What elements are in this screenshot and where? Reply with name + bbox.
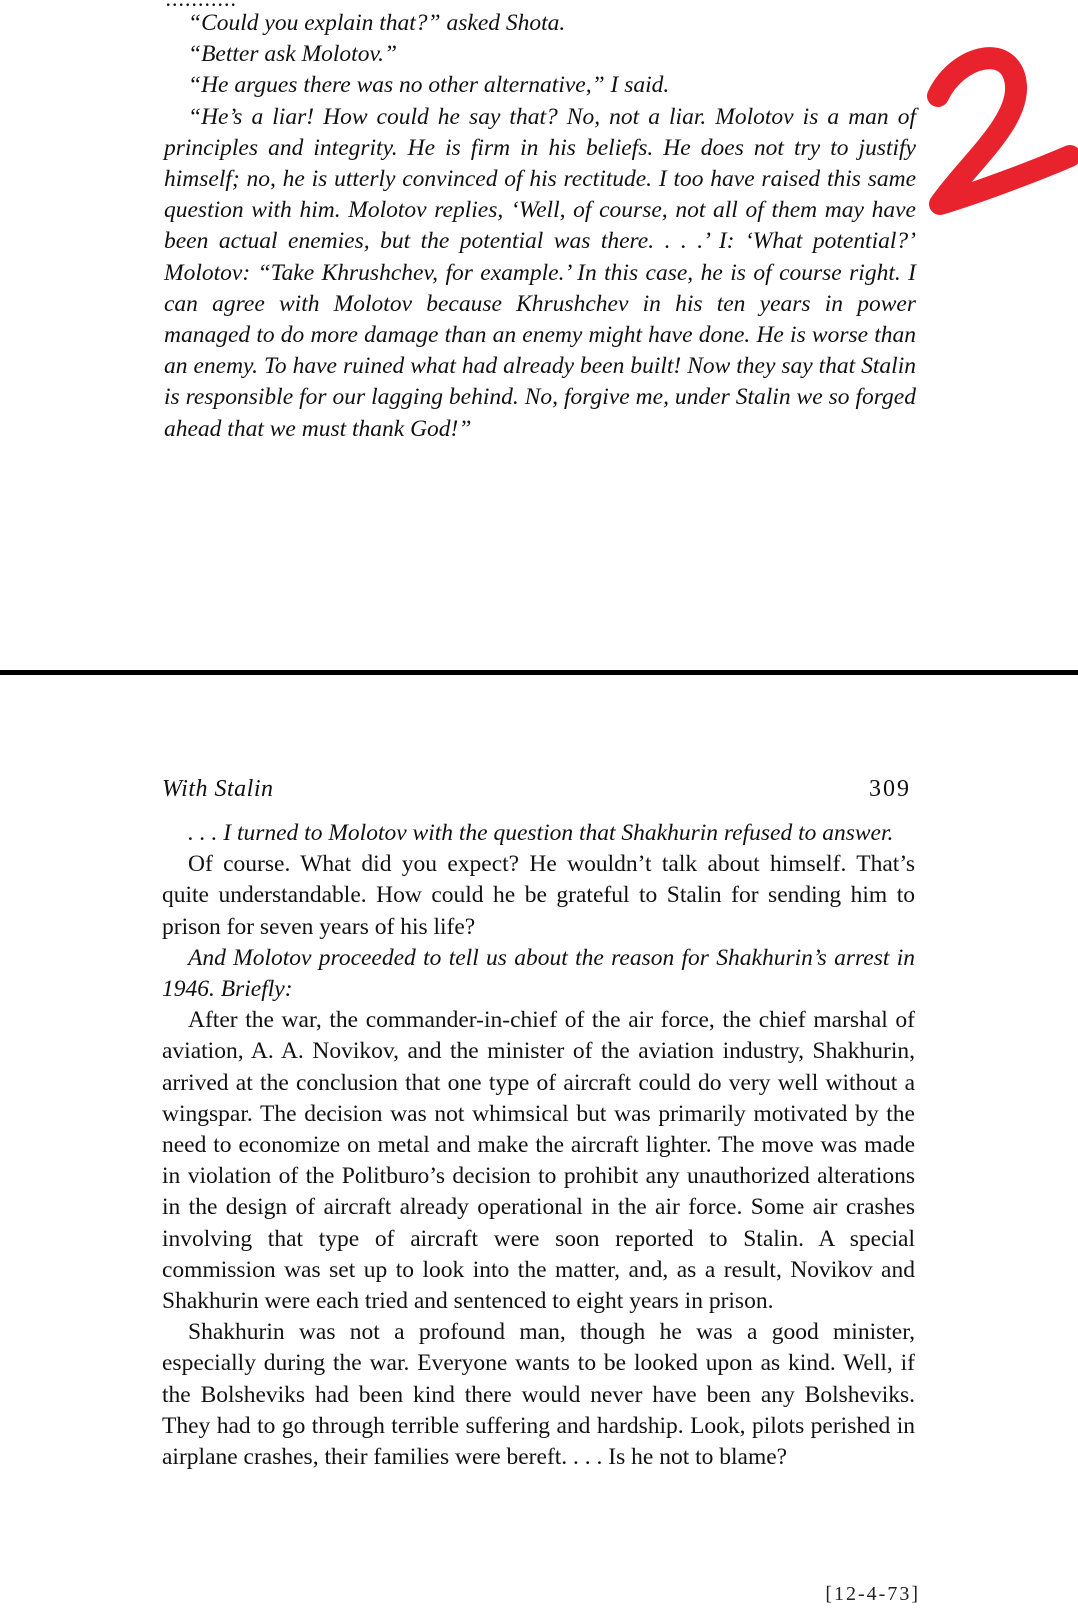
top-paragraph: “He’s a liar! How could he say that? No, not a liar. Molotov is a man of principles and integrity. He is firm in his beliefs. He does not try to justify himself; no, he is utterly convinced of his rectitude. I too have raised this same question with him. Molotov replies, ‘Well, of course, not all of them may have been actual enemies, but the potential was there. . . .’ I: ‘What potential?’ Molotov: “Take Khrushchev, for example.’ In this case, he is of course right. I can agree with Molotov because Khrushchev in his ten years in power managed to do more damage than an enemy might have done. He is worse than an enemy. To have ruined what had already been built! Now they say that Stalin is responsible for our lagging behind. No, forgive me, under Stalin we so forged ahead that we must thank God!” xyxy=(164,103,916,442)
top-paragraph: “Could you explain that?” asked Shota. xyxy=(188,10,566,36)
body-paragraph: . . . I turned to Molotov with the question that Shakhurin refused to answer. xyxy=(188,820,894,846)
body-paragraph: Shakhurin was not a profound man, though he was a good minister, especially during the war. Everyone wants to be looked upon as kind. Well, if the Bolsheviks had been kind there would never have been any Bolsheviks. They had to go through terrible suffering and hardship. Look, pilots perished in airplane crashes, their families were bereft. . . . Is he not to blame? xyxy=(162,1319,915,1471)
cut-off-text xyxy=(166,0,238,12)
bottom-page xyxy=(162,776,915,1473)
body-paragraph: After the war, the commander-in-chief of the air force, the chief marshal of aviation, A. A. Novikov, and the minister of the aviation industry, Shakhurin, arrived at the conclusion that one type of aircraft could do very well without a wingspar. The decision was not whimsical but was primarily motivated by the need to economize on metal and make the aircraft lighter. The move was made in violation of the Politburo’s decision to prohibit any unauthorized alterations in the design of aircraft already operational in the air force. Some air crashes involving that type of aircraft were soon reported to Stalin. A special commission was set up to look into the matter, and, as a result, Novikov and Shakhurin were each tried and sentenced to eight years in prison. xyxy=(162,1007,915,1315)
body-paragraph: Of course. What did you expect? He wouldn’t talk about himself. That’s quite understandable. How could he be grateful to Stalin for sending him to prison for seven years of his life? xyxy=(162,851,915,940)
page-divider xyxy=(0,670,1078,675)
top-page-text xyxy=(164,8,916,445)
page-number: 309 xyxy=(869,776,911,802)
running-head xyxy=(162,776,915,808)
date-mark: [12-4-73] xyxy=(825,1583,920,1605)
top-paragraph: “Better ask Molotov.” xyxy=(188,41,398,68)
body-paragraph: And Molotov proceeded to tell us about the reason for Shakhurin’s arrest in 1946. Briefly: xyxy=(162,944,915,1003)
cut-off-line xyxy=(164,0,916,8)
top-paragraph: “He argues there was no other alternative,” I said. xyxy=(188,72,670,99)
handwritten-number-two-mark xyxy=(928,44,1078,224)
bottom-page-text xyxy=(162,818,915,1473)
top-page-excerpt xyxy=(164,0,916,445)
running-title: With Stalin xyxy=(162,776,274,802)
